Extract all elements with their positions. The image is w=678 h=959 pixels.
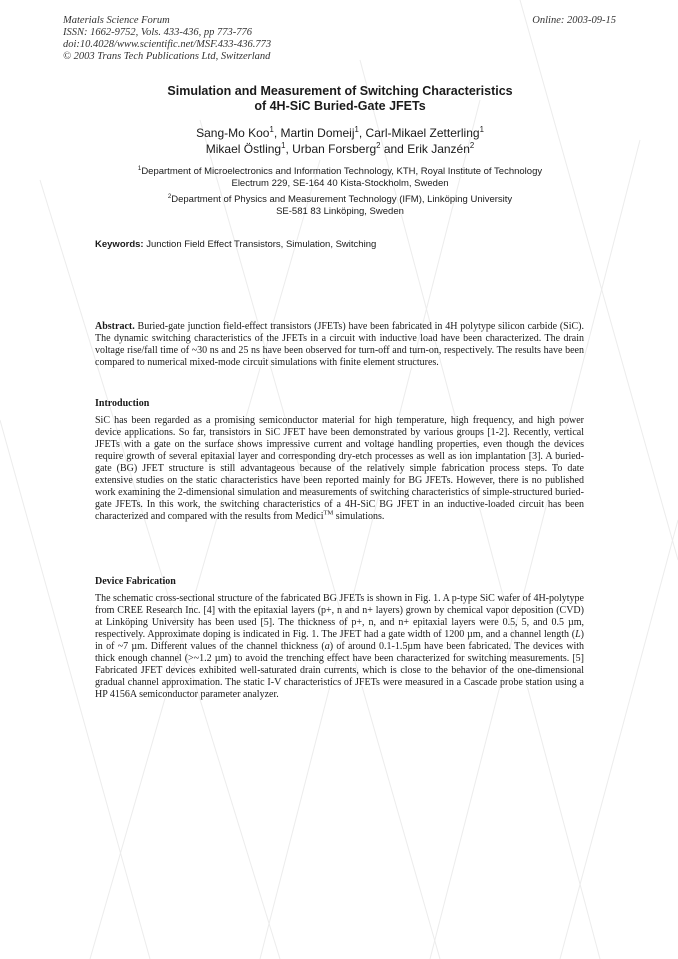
abstract [95,321,584,369]
author-name: Sang-Mo Koo [196,126,270,140]
affiliation-2 [95,194,585,218]
author-name: Erik Janzén [407,142,470,156]
paper-title [95,84,585,114]
symbol-L: L [575,629,581,640]
online-date: Online: 2003-09-15 [532,15,616,26]
affiliation-2-line-2: SE-581 83 Linköping, Sweden [276,206,404,217]
author-affil-mark: 1 [281,141,286,150]
author-list [95,125,585,157]
affiliation-1-line-2: Electrum 229, SE-164 40 Kista-Stockholm, Sweden [231,178,449,189]
fabrication-text-2: ) in of ~7 µm. Different values of the channel thickness ( [95,629,584,652]
introduction-text: SiC has been regarded as a promising semiconductor material for high temperature, high frequency, and high power device applications. So far, transistors in SiC JFET have been demonstrated by various groups [1-2]. Recently, vertical JFETs with a gate on the surface shows impressive current and voltage handling properties, even though the devices require growth of several epitaxial layer and corresponding dry-etch processes as well as ion implantation [3]. A buried-gate (BG) JFET structure is still advantageous because of the relatively simple fabrication process steps. To date extensive studies on the static characteristics have been reported mainly for BG JFETs. However, there is no published work examining the 2-dimensional simulation and measurements of switching characteristics of simple-structured buried-gate JFETs. In this work, the switching characteristics of a 4H-SiC BG JFET in an inductive-loaded circuit has been characterized and compared with the results from Medici [95,415,584,522]
author-affil-mark: 2 [469,141,475,150]
introduction-paragraph [95,415,584,523]
affiliation-mark: 2 [167,192,172,200]
device-fabrication-heading: Device Fabrication [95,576,176,587]
author-name: Mikael Östling [205,142,282,156]
author-affil-mark: 1 [269,125,274,134]
device-fabrication-paragraph [95,593,584,701]
keywords-label: Keywords: [95,239,144,250]
trademark-mark: TM [323,509,334,517]
author-affil-mark: 2 [376,141,381,150]
introduction-heading: Introduction [95,398,150,409]
keywords-text: Junction Field Effect Transistors, Simulation, Switching [146,239,377,250]
title-line-2: of 4H-SiC Buried-Gate JFETs [254,99,426,113]
affiliation-text: Department of Physics and Measurement Technology (IFM), Linköping University [171,194,513,205]
symbol-a: a [324,641,330,652]
author-affil-mark: 1 [479,125,484,134]
author-name: Urban Forsberg [292,142,377,156]
doi-line: doi:10.4028/www.scientific.net/MSF.433-436.773 [63,39,272,50]
author-name: Martin Domeij [280,126,355,140]
abstract-text: Buried-gate junction field-effect transistors (JFETs) have been fabricated in 4H polytype silicon carbide (SiC). The dynamic switching characteristics of the JFETs in a circuit with inductive load have been characterized. The drain voltage rise/fall time of ~30 ns and 25 ns have been observed for turn-off and turn-on, respectively. The results have been compared to numerical mixed-mode circuit simulations with finite element structures. [95,321,584,368]
title-line-1: Simulation and Measurement of Switching Characteristics [167,84,513,98]
introduction-text-end: simulations. [333,511,385,522]
affiliation-1-line-1 [95,166,585,178]
affiliation-mark: 1 [137,164,142,172]
author-name: Carl-Mikael Zetterling [365,126,480,140]
journal-header [63,15,363,63]
journal-name: Materials Science Forum [63,15,170,26]
author-affil-mark: 1 [354,125,359,134]
affiliation-1 [95,166,585,190]
author-line-2: Mikael Östling$^1$, Urban Forsberg$^2$ and Erik Janzén$^2$ [205,141,475,156]
copyright-line: © 2003 Trans Tech Publications Ltd, Switzerland [63,51,271,62]
author-line-1: Sang-Mo Koo$^1$, Martin Domeij$^1$, Carl-Mikael Zetterling$^1$ [196,125,484,140]
abstract-label: Abstract. [95,321,135,332]
affiliation-2-line-1 [95,194,585,206]
issn-line: ISSN: 1662-9752, Vols. 433-436, pp 773-776 [63,27,252,38]
fabrication-text-1: The schematic cross-sectional structure of the fabricated BG JFETs is shown in Fig. 1. A p-type SiC wafer of 4H-polytype from CREE Research Inc. [4] with the epitaxial layers (p+, n and n+ layers) grown by chemical vapor deposition (CVD) at Linköping University has been used [5]. The thickness of p+, n, and n+ epitaxial layers were 0.5, 5, and 0.5 µm, respectively. Approximate doping is indicated in Fig. 1. The JFET had a gate width of 1200 µm, and a channel length ( [95,593,584,640]
fabrication-text-3: ) of around 0.1-1.5µm have been fabricated. The devices with thick enough channel (>~1.2 µm) to avoid the trenching effect have been characterized for switching measurements. [5] Fabricated JFET devices exhibited well-saturated drain currents, which is close to the behavior of the one-dimensional gradual channel approximation. The static I-V characteristics of JFETs were measured in a Cascade probe station using a HP 4156A semiconductor parameter analyzer. [95,641,584,700]
affiliation-text: Department of Microelectronics and Information Technology, KTH, Royal Institute of Technology [141,166,543,177]
keywords [95,239,585,251]
